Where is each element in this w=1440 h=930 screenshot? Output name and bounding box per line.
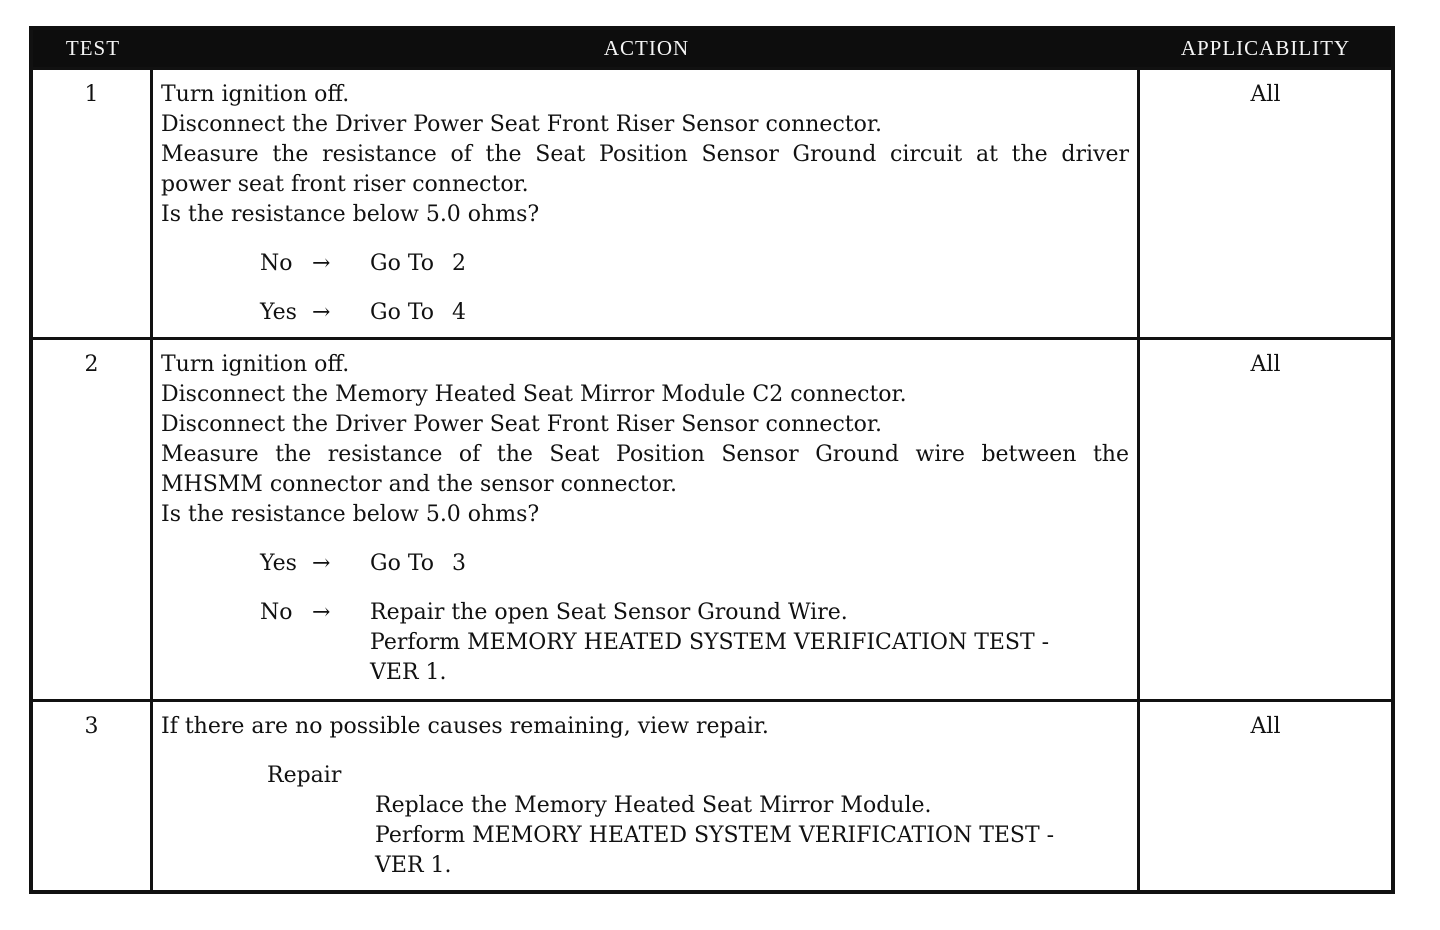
- result-line: Repair the open Seat Sensor Ground Wire.: [370, 600, 848, 625]
- test-number-2: [33, 340, 153, 702]
- repair-instructions: [375, 791, 1129, 881]
- repair-line: Replace the Memory Heated Seat Mirror Module.: [375, 793, 932, 818]
- test-number-text: 2: [84, 352, 99, 377]
- applicability-cell-1: [1140, 70, 1391, 340]
- arrow-right-icon: →: [312, 551, 331, 576]
- action-line: Disconnect the Driver Power Seat Front Riser Sensor connector.: [161, 412, 882, 437]
- header-applicability: APPLICABILITY: [1140, 30, 1391, 70]
- test-number-text: 3: [84, 714, 99, 739]
- test-number-1: [33, 70, 153, 340]
- result-line: VER 1.: [370, 660, 447, 685]
- repair-line: VER 1.: [375, 853, 452, 878]
- branch-answer: Yes: [260, 300, 297, 325]
- action-line: power seat front riser connector.: [161, 172, 529, 197]
- action-line: Turn ignition off.: [161, 82, 350, 107]
- goto-number: 4: [452, 300, 467, 325]
- branch-result: [370, 598, 1129, 688]
- action-line: Turn ignition off.: [161, 352, 350, 377]
- action-line: If there are no possible causes remaining, view repair.: [161, 714, 769, 739]
- repair-line: Perform MEMORY HEATED SYSTEM VERIFICATION TEST -: [375, 823, 1055, 848]
- goto-label: Go To: [370, 551, 435, 576]
- test-number-text: 1: [84, 82, 99, 107]
- arrow-right-icon: →: [312, 600, 331, 625]
- branch-result: [370, 549, 1129, 579]
- action-line: MHSMM connector and the sensor connector.: [161, 472, 678, 497]
- action-line: Measure the resistance of the Seat Position Sensor Ground circuit at the driver: [161, 142, 1129, 167]
- repair-label: Repair: [267, 763, 342, 788]
- branch-no: [260, 598, 1129, 688]
- header-action: ACTION: [153, 30, 1140, 70]
- action-line: Measure the resistance of the Seat Position Sensor Ground wire between the: [161, 442, 1129, 467]
- goto-number: 2: [452, 251, 467, 276]
- arrow-right-icon: →: [312, 251, 331, 276]
- applicability-text: All: [1250, 82, 1281, 107]
- goto-label: Go To: [370, 251, 435, 276]
- branch-result: [370, 249, 1129, 279]
- action-cell-2: [153, 340, 1140, 702]
- diagnostic-test-table: [29, 26, 1395, 894]
- goto-number: 3: [452, 551, 467, 576]
- result-line: Perform MEMORY HEATED SYSTEM VERIFICATION TEST -: [370, 630, 1050, 655]
- branch-answer: No: [260, 600, 293, 625]
- action-cell-3: [153, 702, 1140, 890]
- branch-answer: No: [260, 251, 293, 276]
- branch-no: [260, 249, 1129, 279]
- action-line: Is the resistance below 5.0 ohms?: [161, 202, 540, 227]
- header-test: TEST: [33, 30, 153, 70]
- action-cell-1: [153, 70, 1140, 340]
- action-line: Is the resistance below 5.0 ohms?: [161, 502, 540, 527]
- applicability-cell-2: [1140, 340, 1391, 702]
- applicability-text: All: [1250, 714, 1281, 739]
- action-line: Disconnect the Memory Heated Seat Mirror Module C2 connector.: [161, 382, 907, 407]
- applicability-cell-3: [1140, 702, 1391, 890]
- test-number-3: [33, 702, 153, 890]
- applicability-text: All: [1250, 352, 1281, 377]
- action-line: Disconnect the Driver Power Seat Front Riser Sensor connector.: [161, 112, 882, 137]
- branch-result: [370, 298, 1129, 328]
- branch-answer: Yes: [260, 551, 297, 576]
- branch-yes: [260, 298, 1129, 328]
- arrow-right-icon: →: [312, 300, 331, 325]
- branch-yes: [260, 549, 1129, 579]
- goto-label: Go To: [370, 300, 435, 325]
